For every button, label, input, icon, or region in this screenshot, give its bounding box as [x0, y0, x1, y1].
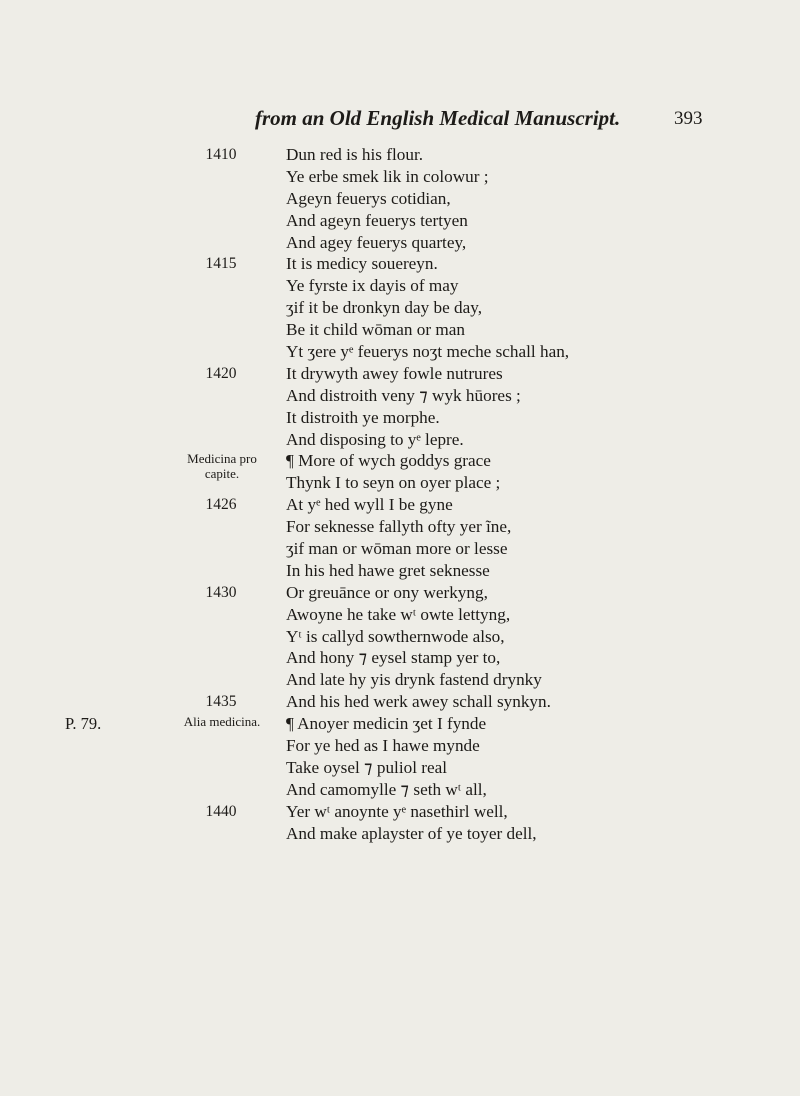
verse-line-text: Take oysel ⁊ puliol real — [286, 757, 448, 777]
verse-line — [0, 735, 800, 757]
line-number: 1420 — [205, 364, 237, 382]
verse-line — [0, 757, 800, 779]
verse-line-text: For seknesse fallyth ofty yer ĩne, — [286, 517, 512, 537]
verse-line-text: In his hed hawe gret seknesse — [286, 560, 490, 580]
verse-line-text: And agey feuerys quartey, — [286, 232, 467, 252]
verse-line — [0, 669, 800, 691]
verse-line-text: ¶ More of wych goddys grace — [286, 451, 491, 471]
verse-line — [0, 779, 800, 801]
verse-line — [0, 823, 800, 845]
marginal-note: Alia medicina. — [183, 714, 261, 730]
line-number: 1415 — [205, 255, 237, 273]
verse-line — [0, 144, 800, 166]
verse-line — [0, 472, 800, 494]
verse-line-text: ¶ Anoyer medicin ʒet I fynde — [286, 714, 487, 734]
verse-line-text: Ye fyrste ix dayis of may — [286, 276, 459, 296]
verse-line-text: For ye hed as I hawe mynde — [286, 736, 480, 756]
verse-line-text: Or greuānce or ony werkyng, — [286, 582, 488, 602]
marginal-note: Medicina pro capite. — [187, 451, 257, 482]
verse-line — [0, 407, 800, 429]
verse-line-text: Yᵗ is callyd sowthernwode also, — [286, 626, 505, 646]
line-number: 1426 — [205, 496, 237, 514]
running-title: from an Old English Medical Manuscript. — [255, 106, 621, 130]
verse-line — [0, 232, 800, 254]
verse-line — [0, 319, 800, 341]
verse-line — [0, 166, 800, 188]
verse-line-text: And ageyn feuerys tertyen — [286, 210, 468, 230]
verse-line-text: Yer wᵗ anoynte yᵉ nasethirl well, — [286, 801, 508, 821]
verse-line-text: At yᵉ hed wyll I be gyne — [286, 495, 453, 515]
verse-line-text: It is medicy souereyn. — [286, 254, 438, 274]
verse-line-text: Thynk I to seyn on oyer place ; — [286, 473, 501, 493]
line-number: 1410 — [205, 146, 237, 163]
verse-line — [0, 626, 800, 648]
verse-line — [0, 647, 800, 669]
verse-line — [0, 450, 800, 482]
verse-line — [0, 560, 800, 582]
verse-line-text: Ye erbe smek lik in colowur ; — [286, 166, 489, 186]
verse-line-text: And distroith veny ⁊ wyk hūores ; — [286, 385, 521, 405]
verse-line-text: It distroith ye morphe. — [286, 407, 440, 427]
verse-line — [0, 429, 800, 451]
verse-line — [0, 253, 800, 275]
verse-line — [0, 363, 800, 385]
verse-line-text: It drywyth awey fowle nutrures — [286, 363, 503, 383]
verse-line-text: Dun red is his flour. — [286, 145, 424, 164]
verse-line-text: ʒif man or wōman more or lesse — [286, 539, 508, 559]
verse-line — [0, 188, 800, 210]
verse-line — [0, 341, 800, 363]
line-number: 1435 — [205, 693, 237, 711]
verse-line — [0, 713, 800, 735]
verse-line-text: Ageyn feuerys cotidian, — [286, 188, 451, 208]
verse-line — [0, 691, 800, 713]
verse-line-text: Awoyne he take wᵗ owte lettyng, — [286, 604, 511, 624]
verse-line — [0, 582, 800, 604]
verse-line-text: Be it child wōman or man — [286, 320, 466, 340]
verse-line — [0, 297, 800, 319]
verse-line-text: And hony ⁊ eysel stamp yer to, — [286, 648, 501, 668]
page-reference: P. 79. — [65, 714, 102, 734]
line-number: 1440 — [205, 802, 237, 820]
verse-line — [0, 516, 800, 538]
line-number: 1430 — [205, 583, 237, 601]
verse-line-text: And camomylle ⁊ seth wᵗ all, — [286, 779, 487, 799]
verse-line-text: ʒif it be dronkyn day be day, — [286, 298, 483, 318]
verse-text — [0, 144, 800, 845]
verse-line-text: And disposing to yᵉ lepre. — [286, 429, 464, 449]
verse-line-text: And his hed werk awey schall synkyn. — [286, 692, 551, 712]
page-number: 393 — [674, 108, 703, 129]
verse-line — [0, 210, 800, 232]
verse-line — [0, 494, 800, 516]
verse-line-text: Yt ʒere yᵉ feuerys noʒt meche schall han, — [286, 342, 570, 362]
verse-line — [0, 538, 800, 560]
verse-line-text: And late hy yis drynk fastend drynky — [286, 670, 542, 690]
verse-line — [0, 604, 800, 626]
verse-line — [0, 801, 800, 823]
verse-line — [0, 385, 800, 407]
verse-line-text: And make aplayster of ye toyer dell, — [286, 823, 537, 843]
verse-line — [0, 275, 800, 297]
